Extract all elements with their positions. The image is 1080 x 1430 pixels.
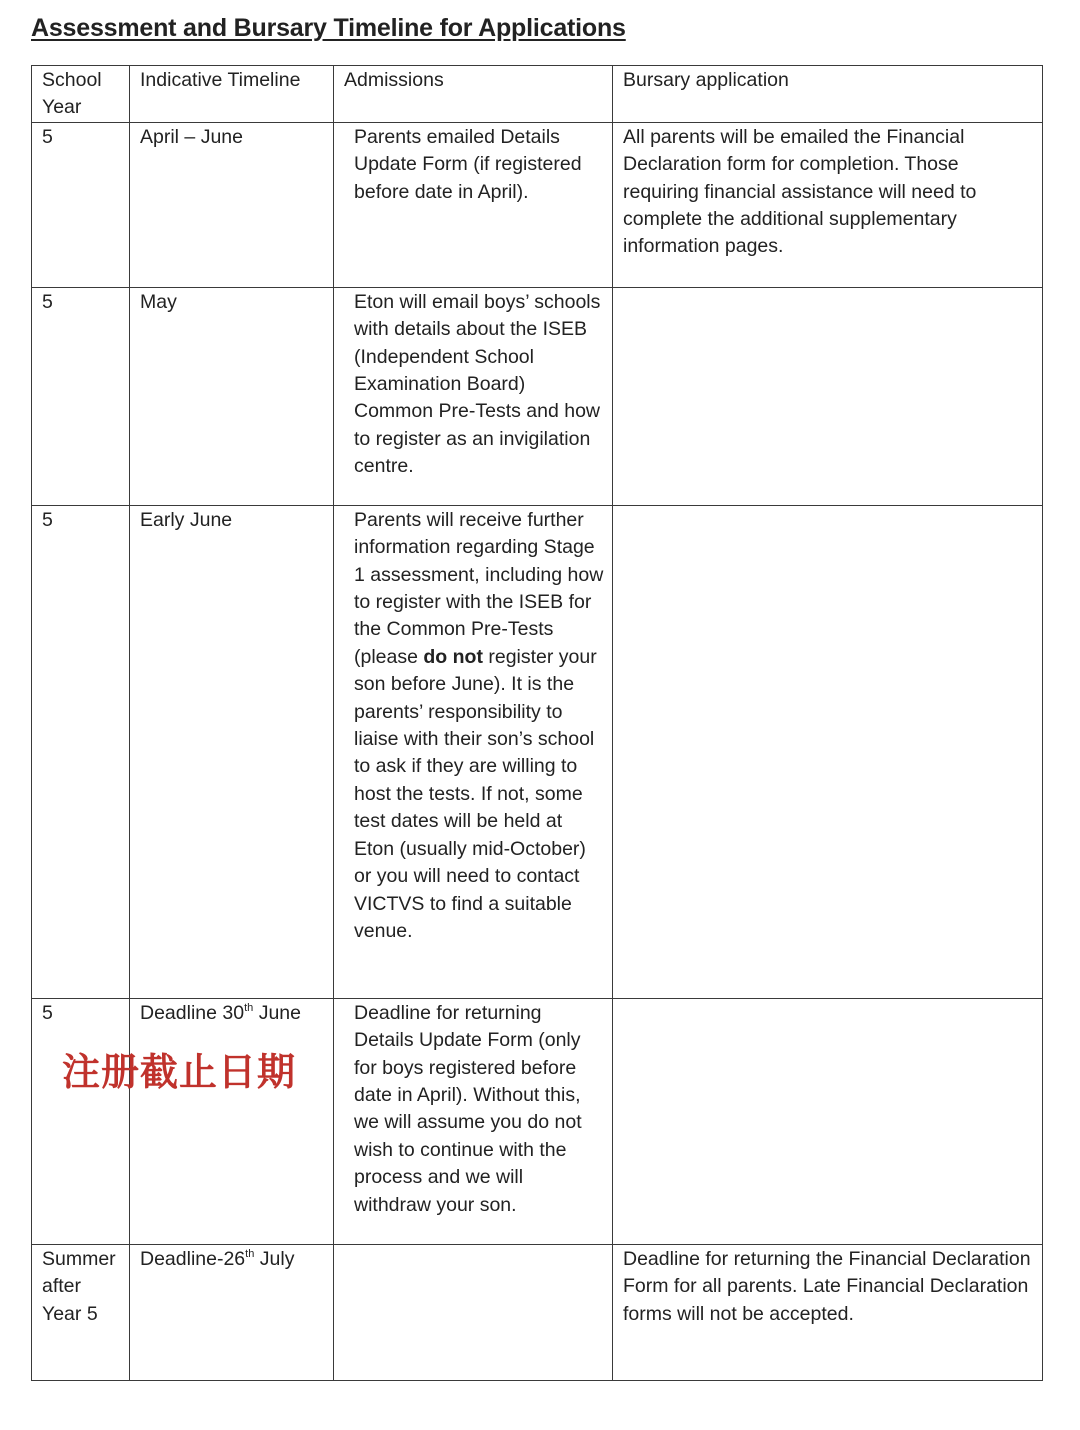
timeline-cell: Early June bbox=[130, 505, 334, 998]
admissions-cell: Eton will email boys’ schools with details about the ISEB (Independent School Examination Board) Common Pre-Tests and how to register as an invigilation centre. bbox=[334, 287, 613, 505]
school-year-cell: Summer after Year 5 bbox=[32, 1244, 130, 1380]
table-row bbox=[32, 287, 1043, 505]
table-row bbox=[32, 122, 1043, 287]
document-title: Assessment and Bursary Timeline for Applications bbox=[31, 14, 626, 42]
timeline-text: July bbox=[254, 1247, 295, 1270]
school-year-cell: 5 bbox=[32, 287, 130, 505]
bursary-cell bbox=[613, 287, 1043, 505]
header-school-year: School Year bbox=[32, 66, 130, 123]
bursary-cell bbox=[613, 998, 1043, 1244]
table-row bbox=[32, 505, 1043, 998]
bursary-cell: Deadline for returning the Financial Declaration Form for all parents. Late Financial Declaration forms will not be accepted. bbox=[613, 1244, 1043, 1380]
table-header-row bbox=[32, 66, 1043, 123]
timeline-cell: May bbox=[130, 287, 334, 505]
header-bursary-application: Bursary application bbox=[613, 66, 1043, 123]
admissions-cell: Deadline for returning Details Update Form (only for boys registered before date in April). Without this, we will assume you do not wish to continue with the process and we will withdraw your son. bbox=[334, 998, 613, 1244]
bursary-cell: All parents will be emailed the Financial Declaration form for completion. Those requiring financial assistance will need to complete the additional supplementary information pages. bbox=[613, 122, 1043, 287]
timeline-cell bbox=[130, 1244, 334, 1380]
timeline-text: Deadline-26 bbox=[140, 1247, 246, 1270]
header-indicative-timeline: Indicative Timeline bbox=[130, 66, 334, 123]
school-year-cell: 5 bbox=[32, 505, 130, 998]
admissions-cell bbox=[334, 505, 613, 998]
school-year-cell: 5 bbox=[32, 122, 130, 287]
admissions-cell bbox=[334, 1244, 613, 1380]
bursary-cell bbox=[613, 505, 1043, 998]
timeline-cell bbox=[130, 998, 334, 1244]
red-annotation-label: 注册截止日期 bbox=[62, 1050, 297, 1094]
school-year-cell: 5 bbox=[32, 998, 130, 1244]
admissions-cell: Parents emailed Details Update Form (if registered before date in April). bbox=[334, 122, 613, 287]
table-row bbox=[32, 998, 1043, 1244]
timeline-text: Deadline 30 bbox=[140, 1001, 245, 1024]
admissions-text: register your son before June). It is the parents’ responsibility to liaise with their son’s school to ask if they are willing to host the tests. If not, some test dates will be held at Eton (usually mid-October) or you will need to contact VICTVS to find a suitable venue. bbox=[354, 645, 597, 942]
header-admissions: Admissions bbox=[334, 66, 613, 123]
timeline-cell: April – June bbox=[130, 122, 334, 287]
admissions-text: Parents will receive further information regarding Stage 1 assessment, including how to register with the ISEB for the Common Pre-Tests (please bbox=[354, 508, 604, 668]
timeline-text: June bbox=[253, 1001, 301, 1024]
emphasis-do-not: do not bbox=[423, 645, 483, 668]
timeline-table bbox=[31, 65, 1043, 1381]
table-row bbox=[32, 1244, 1043, 1380]
ordinal-suffix: th bbox=[245, 1247, 255, 1260]
ordinal-suffix: th bbox=[244, 1001, 254, 1014]
